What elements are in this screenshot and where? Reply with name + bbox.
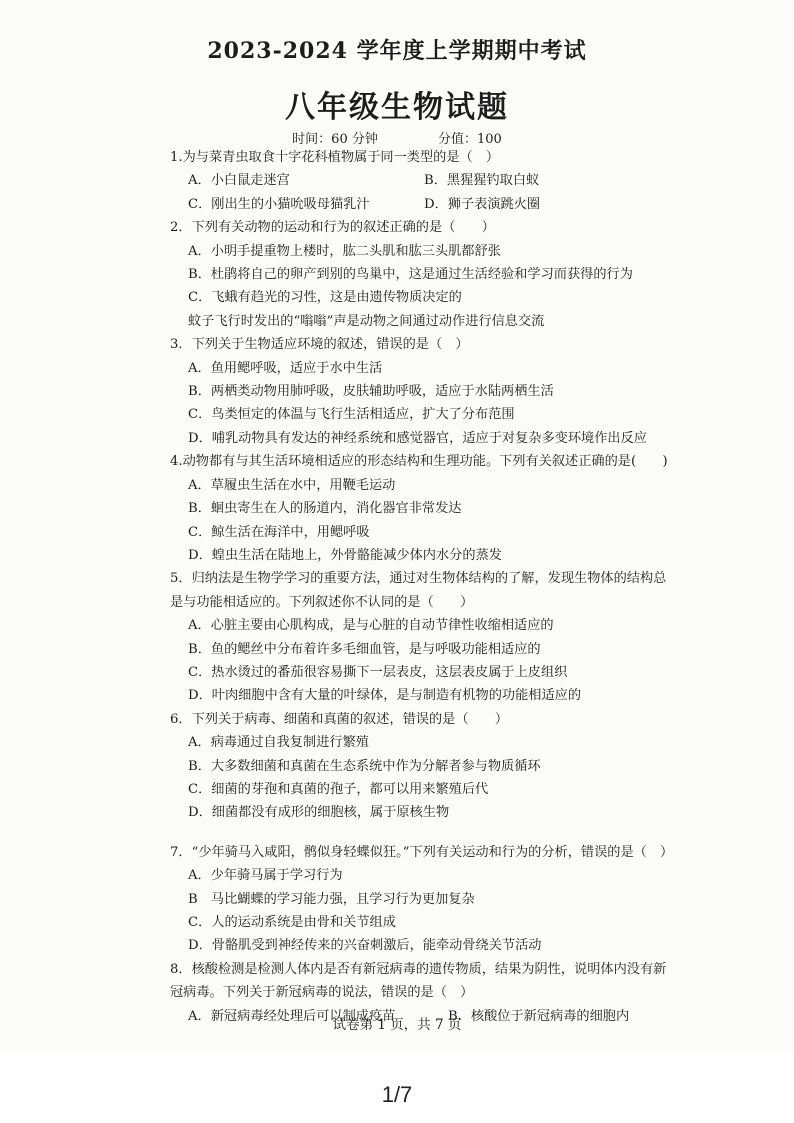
question-stem-line-2: 冠病毒。下列关于新冠病毒的说法，错误的是（ ） (170, 985, 474, 1001)
spacer (170, 825, 730, 841)
option-b: B．黑猩猩钓取白蚁 (424, 173, 540, 189)
option-a: A．小白鼠走迷宫 (188, 173, 290, 189)
option-c: C．热水烫过的番茄很容易撕下一层表皮，这层表皮属于上皮组织 (188, 664, 568, 680)
question-stem-line-1: 8．核酸检测是检测人体内是否有新冠病毒的遗传物质，结果为阴性，说明体内没有新 (170, 961, 667, 977)
option-a: A．少年骑马属于学习行为 (188, 868, 343, 884)
option-d: D．蝗虫生活在陆地上，外骨骼能减少体内水分的蒸发 (188, 547, 502, 563)
question-stem: 7．“少年骑马入咸阳，鹘似身轻蝶似狂。”下列有关运动和行为的分析，错误的是（ ） (170, 844, 674, 860)
question-stem: 3．下列关于生物适应环境的叙述，错误的是（ ） (170, 337, 469, 353)
exam-time: 时间：60 分钟 (292, 132, 378, 147)
option-c: C．飞蛾有趋光的习性，这是由遗传物质决定的 (188, 290, 462, 306)
option-a: A．心脏主要由心肌构成，是与心脏的自动节律性收缩相适应的 (188, 618, 554, 634)
question-7 (170, 841, 730, 958)
option-b: B．大多数细菌和真菌在生态系统中作为分解者参与物质循环 (188, 758, 541, 774)
option-a: A．病毒通过自我复制进行繁殖 (188, 735, 369, 751)
exam-subtitle: 八年级生物试题 (285, 90, 509, 125)
question-6 (170, 708, 730, 825)
page-counter: 1/7 (381, 1082, 413, 1107)
option-a: A．草履虫生活在水中，用鞭毛运动 (188, 477, 396, 493)
question-5 (170, 567, 730, 707)
option-c: C．细菌的芽孢和真菌的孢子，都可以用来繁殖后代 (188, 781, 489, 797)
option-d: 蚊子飞行时发出的“嗡嗡”声是动物之间通过动作进行信息交流 (188, 313, 545, 329)
option-b: B 马比蝴蝶的学习能力强，且学习行为更加复杂 (188, 891, 475, 907)
page-footer: 试卷第 1 页，共 7 页 (332, 1017, 462, 1033)
exam-title: 2023-2024 学年度上学期期中考试 (207, 38, 587, 64)
option-a: A．新冠病毒经处理后可以制成疫苗 (188, 1008, 396, 1024)
option-d: D．哺乳动物具有发达的神经系统和感觉器官，适应于对复杂多变环境作出反应 (188, 430, 647, 446)
question-stem: 6．下列关于病毒、细菌和真菌的叙述，错误的是（ ） (170, 711, 509, 727)
option-c: C．刚出生的小猫吮吸母猫乳汁 (188, 196, 370, 212)
option-a: A．小明手提重物上楼时，肱二头肌和肱三头肌都舒张 (188, 243, 501, 259)
option-d: D．骨骼肌受到神经传来的兴奋刺激后，能牵动骨绕关节活动 (188, 938, 542, 954)
option-d: D．狮子表演跳火圈 (424, 196, 541, 212)
option-b: B．蛔虫寄生在人的肠道内，消化器官非常发达 (188, 501, 462, 517)
question-list (170, 146, 730, 1028)
option-b: B．杜鹃将自己的卵产到别的鸟巢中，这是通过生活经验和学习而获得的行为 (188, 267, 633, 283)
option-c: C．鸟类恒定的体温与飞行生活相适应，扩大了分布范围 (188, 407, 515, 423)
question-stem: 2．下列有关动物的运动和行为的叙述正确的是（ ） (170, 220, 495, 236)
option-a: A．鱼用鳃呼吸，适应于水中生活 (188, 360, 383, 376)
option-c: C．鲸生活在海洋中，用鳃呼吸 (188, 524, 370, 540)
option-d: D．细菌都没有成形的细胞核，属于原核生物 (188, 805, 450, 821)
exam-score: 分值：100 (438, 132, 502, 147)
question-3 (170, 333, 730, 450)
exam-meta (0, 128, 794, 147)
question-stem: 1.为与菜青虫取食十字花科植物属于同一类型的是（ ） (170, 150, 500, 165)
option-c: C．人的运动系统是由骨和关节组成 (188, 915, 396, 930)
question-stem: 4.动物都有与其生活环境相适应的形态结构和生理功能。下列有关叙述正确的是( ) (170, 454, 668, 470)
question-stem-line-1: 5．归纳法是生物学学习的重要方法，通过对生物体结构的了解，发现生物体的结构总 (170, 571, 667, 587)
question-2 (170, 216, 730, 333)
option-b: B．鱼的鳃丝中分布着许多毛细血管，是与呼吸功能相适应的 (188, 641, 541, 657)
question-4 (170, 450, 730, 567)
question-stem-line-2: 是与功能相适应的。下列叙述你不认同的是（ ） (170, 594, 474, 610)
option-b: B．两栖类动物用肺呼吸，皮肤辅助呼吸，适应于水陆两栖生活 (188, 384, 554, 400)
option-d: D．叶肉细胞中含有大量的叶绿体，是与制造有机物的功能相适应的 (188, 688, 582, 704)
option-b: B．核酸位于新冠病毒的细胞内 (448, 1008, 630, 1024)
question-1 (170, 146, 730, 216)
